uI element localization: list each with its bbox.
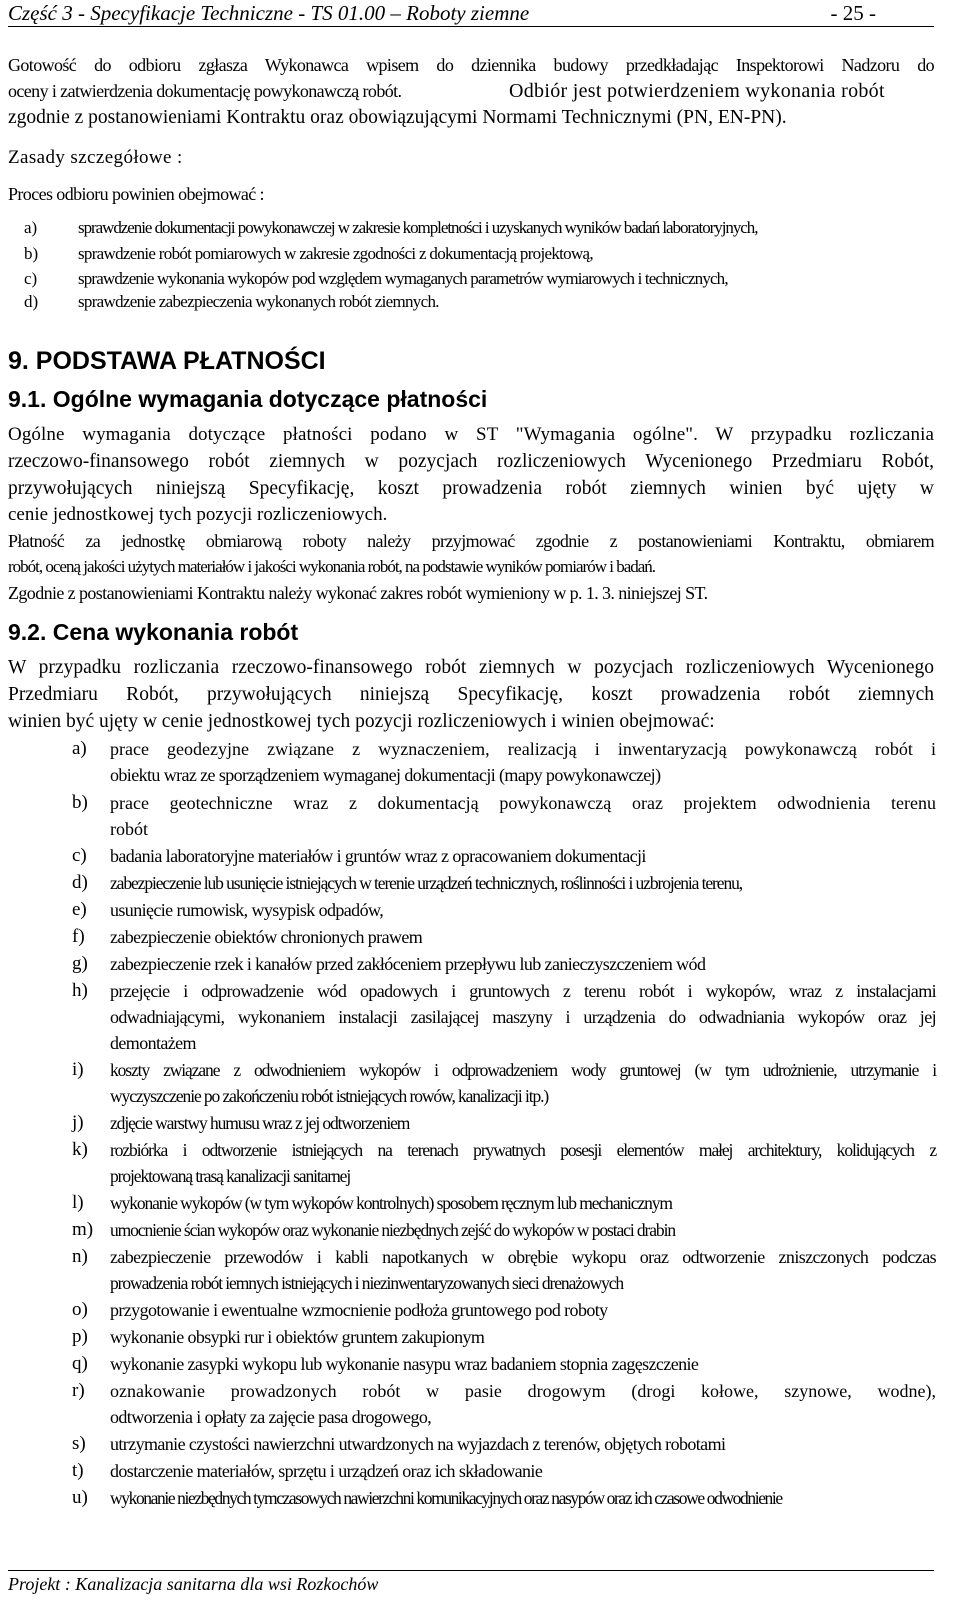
list-item: koszty związane z odwodnieniem wykopów i odprowadzeniem wody gruntowej (w tym udrożnienie, utrzymanie i (110, 1060, 936, 1080)
list-item-cont: obiektu wraz ze sporządzeniem wymaganej dokumentacji (mapy powykonawczej) (110, 765, 661, 785)
list-item-cont: prowadzenia robót iemnych istniejących i niezinwentaryzowanych sieci drenażowych (110, 1273, 624, 1293)
list-label: r) (72, 1380, 85, 1401)
list-item-cont: wyczyszczenie po zakończeniu robót istniejących rowów, kanalizacji itp.) (110, 1086, 549, 1106)
list-item: sprawdzenie zabezpieczenia wykonanych robót ziemnych. (78, 292, 439, 311)
p4-line-2: Przedmiaru Robót, przywołujących niniejszą Specyfikację, koszt prowadzenia robót ziemnych (8, 684, 934, 705)
list-item: sprawdzenie robót pomiarowych w zakresie zgodności z dokumentacją projektową, (78, 244, 593, 263)
footer-text: Projekt : Kanalizacja sanitarna dla wsi Rozkochów (8, 1574, 379, 1594)
list-item: prace geodezyjne związane z wyznaczeniem, realizacją i inwentaryzacją powykonawczą robót i (110, 739, 936, 759)
list-item: zabezpieczenie obiektów chronionych prawem (110, 927, 423, 947)
header-title: Część 3 - Specyfikacje Techniczne - TS 01.00 – Roboty ziemne (8, 1, 530, 25)
p1-line-1: Ogólne wymagania dotyczące płatności podano w ST "Wymagania ogólne". W przypadku rozliczania (8, 424, 934, 445)
list-label: c) (72, 845, 87, 866)
list-item: dostarczenie materiałów, sprzętu i urządzeń oraz ich składowanie (110, 1461, 543, 1481)
section-heading: 9. PODSTAWA PŁATNOŚCI (8, 347, 326, 375)
subsection-heading-9-2: 9.2. Cena wykonania robót (8, 619, 299, 645)
list-label: c) (24, 269, 38, 288)
list-item-cont: odtworzenia i opłaty za zajęcie pasa drogowego, (110, 1407, 432, 1427)
list-item: prace geotechniczne wraz z dokumentacją powykonawczą oraz projektem odwodnienia terenu (110, 793, 936, 813)
list-item-cont: robót (110, 819, 148, 839)
intro-line-2b: Odbiór jest potwierdzeniem wykonania robót (509, 80, 885, 102)
list-item: wykonanie wykopów (w tym wykopów kontrolnych) sposobem ręcznym lub mechanicznym (110, 1193, 672, 1213)
page-number: - 25 - (830, 1, 876, 25)
list-label: b) (24, 244, 39, 263)
list-item: zabezpieczenie przewodów i kabli napotkanych w obrębie wykopu oraz odtworzenie zniszczonych podczas (110, 1247, 936, 1267)
list-item: utrzymanie czystości nawierzchni utwardzonych na wyjazdach z terenów, objętych robotami (110, 1434, 726, 1454)
list-label: g) (72, 953, 88, 974)
page-header (8, 0, 934, 27)
list-item: sprawdzenie wykonania wykopów pod względem wymaganych parametrów wymiarowych i technicznych, (78, 269, 728, 288)
list-item: wykonanie niezbędnych tymczasowych nawierzchni komunikacyjnych oraz nasypów oraz ich czasowe odwodnienie (110, 1488, 782, 1508)
p2-line-2: robót, oceną jakości użytych materiałów i jakości wykonania robót, na podstawie wyników pomiarów i badań. (8, 557, 656, 576)
list-item: wykonanie obsypki rur i obiektów gruntem zakupionym (110, 1327, 485, 1347)
list-item-cont: projektowaną trasą kanalizacji sanitarnej (110, 1166, 351, 1186)
list-item-cont: odwadniającymi, wykonaniem instalacji zasilającej maszyny i urządzenia do odwadniania wykopów oraz jej (110, 1007, 936, 1027)
list-item: zabezpieczenie lub usunięcie istniejących w terenie urządzeń technicznych, roślinności i uzbrojenia terenu, (110, 873, 743, 893)
list-item: badania laboratoryjne materiałów i gruntów wraz z opracowaniem dokumentacji (110, 846, 646, 866)
list-label: a) (72, 738, 87, 759)
list-label: b) (72, 792, 88, 813)
list-label: d) (72, 872, 88, 893)
list-item: wykonanie zasypki wykopu lub wykonanie nasypu wraz badaniem stopnia zagęszczenie (110, 1354, 699, 1374)
proces-label: Proces odbioru powinien obejmować : (8, 184, 264, 204)
list-label: h) (72, 980, 88, 1001)
p1-line-2: rzeczowo-finansowego robót ziemnych w pozycjach rozliczeniowych Wycenionego Przedmiaru Robót, (8, 451, 934, 472)
subsection-heading-9-1: 9.1. Ogólne wymagania dotyczące płatności (8, 386, 488, 412)
list-item: sprawdzenie dokumentacji powykonawczej w zakresie kompletności i uzyskanych wyników badań laboratoryjnych, (78, 218, 758, 237)
list-label: p) (72, 1326, 88, 1347)
list-item-cont: demontażem (110, 1033, 196, 1053)
list-label: t) (72, 1460, 84, 1481)
list-label: e) (72, 899, 87, 920)
list-item: umocnienie ścian wykopów oraz wykonanie niezbędnych zejść do wykopów w postaci drabin (110, 1220, 675, 1240)
list-label: i) (72, 1059, 84, 1080)
p3-line: Zgodnie z postanowieniami Kontraktu należy wykonać zakres robót wymieniony w p. 1. 3. niniejszej ST. (8, 583, 708, 603)
p4-line-3: winien być ujęty w cenie jednostkowej tych pozycji rozliczeniowych i winien obejmować: (8, 711, 715, 732)
list-label: m) (72, 1219, 94, 1240)
p1-line-3: przywołujących niniejszą Specyfikację, koszt prowadzenia robót ziemnych winien być ujęty w (8, 478, 934, 499)
intro-line-3: zgodnie z postanowieniami Kontraktu oraz obowiązującymi Normami Technicznymi (PN, EN-PN). (8, 107, 787, 128)
list-item: usunięcie rumowisk, wysypisk odpadów, (110, 900, 384, 920)
list-label: q) (72, 1353, 88, 1374)
intro-line-1: Gotowość do odbioru zgłasza Wykonawca wpisem do dziennika budowy przedkładając Inspektorowi Nadzoru do (8, 55, 934, 75)
page-footer (8, 1570, 934, 1600)
zasady-label: Zasady szczegółowe : (8, 147, 183, 168)
list-item: zabezpieczenie rzek i kanałów przed zakłóceniem przepływu lub zanieczyszczeniem wód (110, 954, 706, 974)
p4-line-1: W przypadku rozliczania rzeczowo-finansowego robót ziemnych w pozycjach rozliczeniowych Wycenionego (8, 657, 934, 678)
list-label: f) (72, 926, 85, 947)
intro-line-2: oceny i zatwierdzenia dokumentację powykonawczą robót. (8, 81, 402, 101)
list-label: n) (72, 1246, 88, 1267)
p1-line-4: cenie jednostkowej tych pozycji rozliczeniowych. (8, 504, 388, 525)
list-label: s) (72, 1433, 86, 1454)
list-label: d) (24, 292, 39, 311)
list-item: oznakowanie prowadzonych robót w pasie drogowym (drogi kołowe, szynowe, wodne), (110, 1381, 936, 1401)
list-label: j) (72, 1112, 84, 1133)
list-item: zdjęcie warstwy humusu wraz z jej odtworzeniem (110, 1113, 410, 1133)
list-label: l) (72, 1192, 84, 1213)
list-label: o) (72, 1299, 88, 1320)
list-item: rozbiórka i odtworzenie istniejących na terenach prywatnych posesji elementów małej architektury, kolidujących z (110, 1140, 936, 1160)
list-item: przygotowanie i ewentualne wzmocnienie podłoża gruntowego pod roboty (110, 1300, 608, 1320)
list-label: k) (72, 1139, 88, 1160)
p2-line-1: Płatność za jednostkę obmiarową roboty należy przyjmować zgodnie z postanowieniami Kontraktu, obmiarem (8, 531, 934, 551)
list-label: u) (72, 1487, 88, 1508)
list-label: a) (24, 218, 38, 237)
list-item: przejęcie i odprowadzenie wód opadowych i gruntowych z terenu robót i wykopów, wraz z instalacjami (110, 981, 936, 1001)
